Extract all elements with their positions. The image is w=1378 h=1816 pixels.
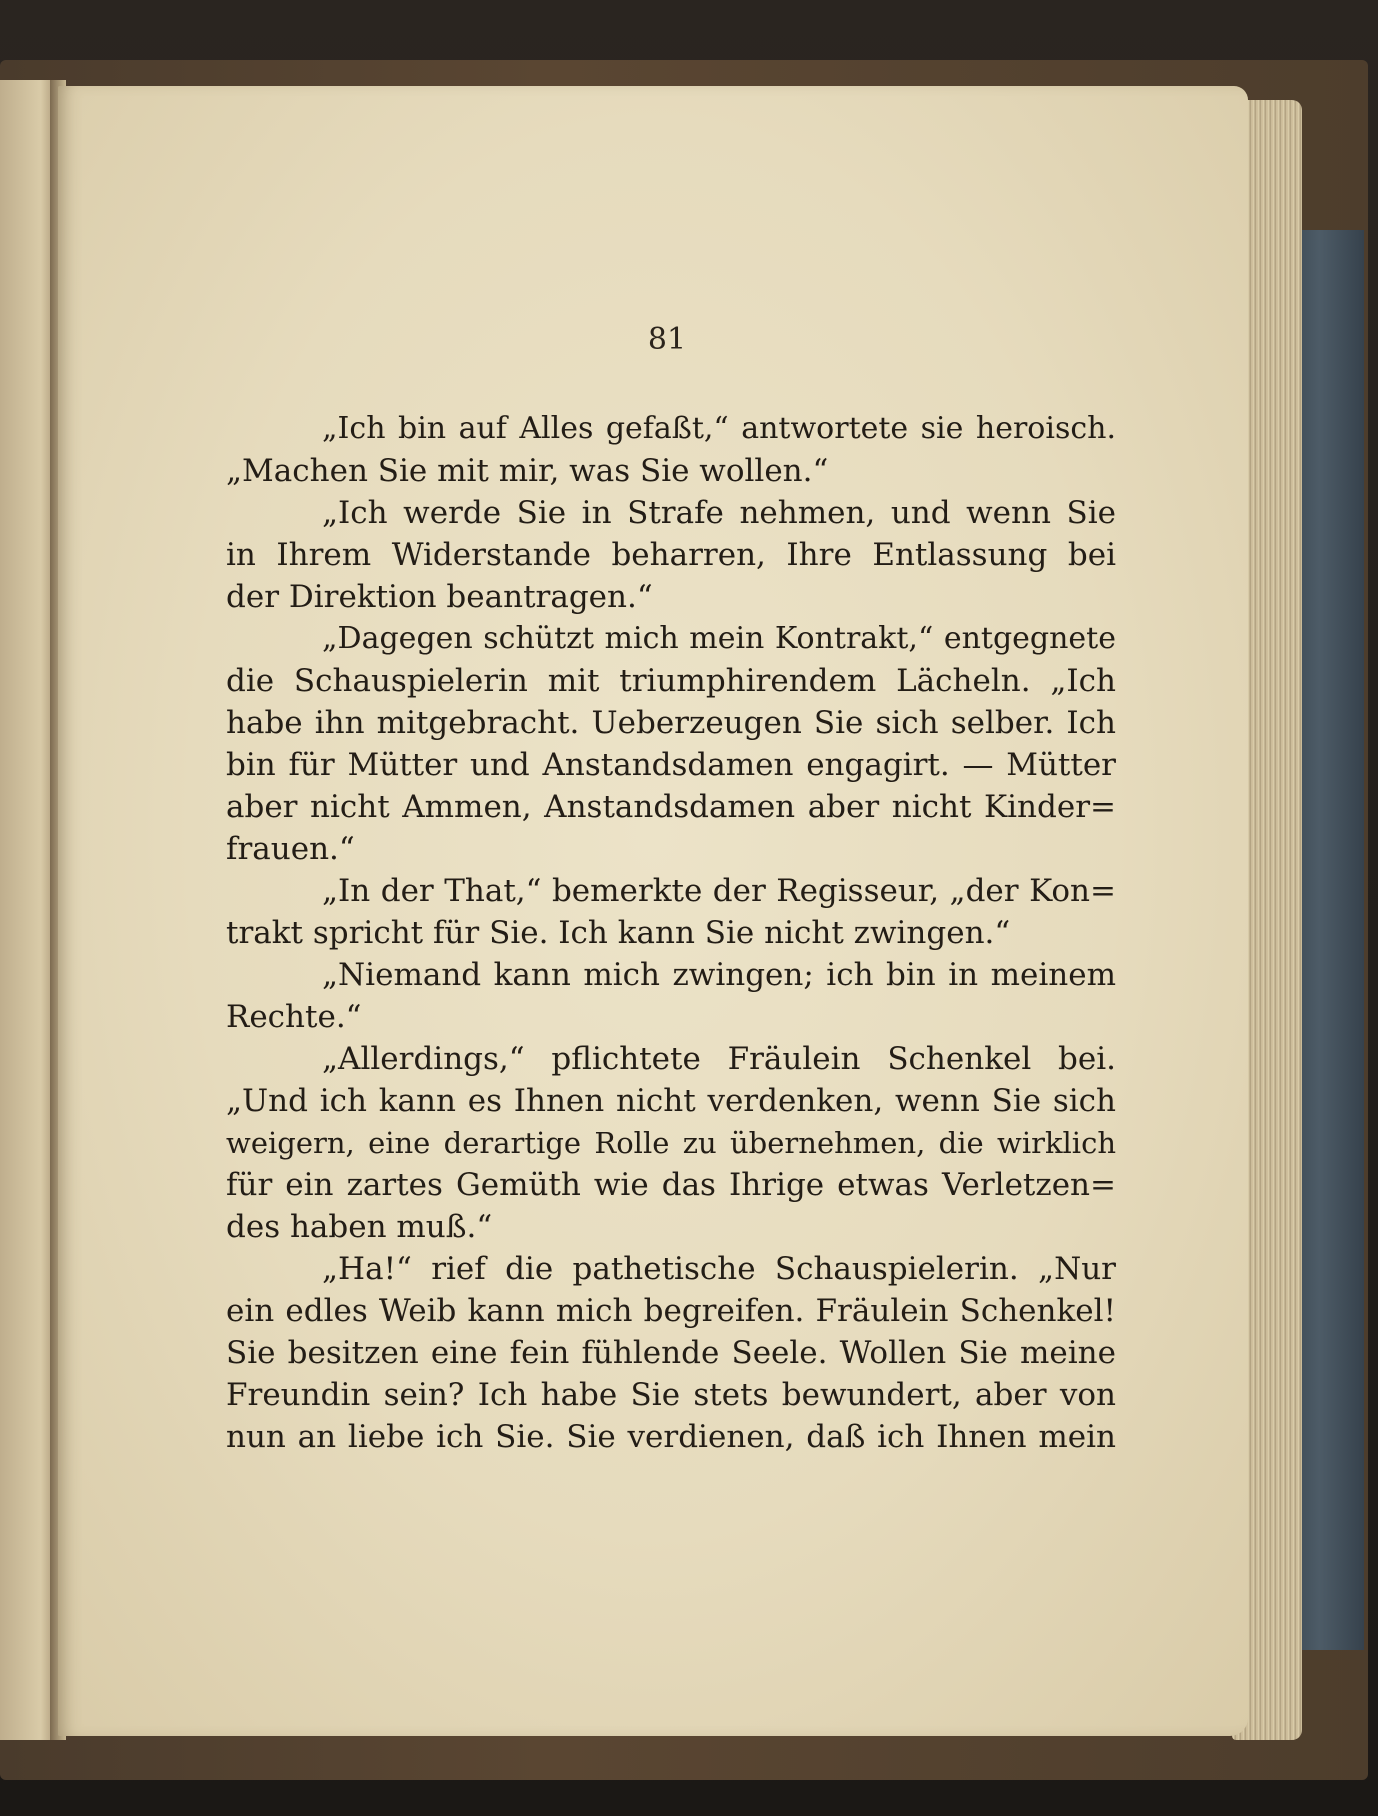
- text-line: Rechte.“: [226, 999, 362, 1035]
- text-line: ein edles Weib kann mich begreifen. Fräulein Schenkel!: [226, 1293, 1116, 1329]
- text-line: für ein zartes Gemüth wie das Ihrige etwas Verletzen=: [226, 1167, 1116, 1203]
- text-line: frauen.“: [226, 831, 355, 867]
- text-line: Sie besitzen eine fein fühlende Seele. Wollen Sie meine: [226, 1335, 1116, 1371]
- book-page: [58, 86, 1248, 1736]
- text-line: „Ich werde Sie in Strafe nehmen, und wenn Sie: [322, 495, 1116, 531]
- text-line: die Schauspielerin mit triumphirendem Lächeln. „Ich: [226, 663, 1116, 699]
- text-line: weigern, eine derartige Rolle zu übernehmen, die wirklich: [226, 1126, 1116, 1160]
- text-line: „Ha!“ rief die pathetische Schauspielerin. „Nur: [322, 1251, 1116, 1287]
- text-line: „In der That,“ bemerkte der Regisseur, „der Kon=: [322, 873, 1116, 909]
- text-line: „Machen Sie mit mir, was Sie wollen.“: [226, 453, 829, 489]
- text-line: „Allerdings,“ pflichtete Fräulein Schenkel bei.: [322, 1041, 1116, 1077]
- text-line: Freundin sein? Ich habe Sie stets bewundert, aber von: [226, 1377, 1116, 1413]
- text-line: „Niemand kann mich zwingen; ich bin in meinem: [322, 957, 1116, 993]
- text-line: des haben muß.“: [226, 1209, 493, 1245]
- text-line: trakt spricht für Sie. Ich kann Sie nicht zwingen.“: [226, 915, 1011, 951]
- text-line: bin für Mütter und Anstandsdamen engagirt. — Mütter: [226, 747, 1116, 783]
- text-line: der Direktion beantragen.“: [226, 579, 653, 615]
- page-text: [226, 408, 1116, 1458]
- text-line: habe ihn mitgebracht. Ueberzeugen Sie sich selber. Ich: [226, 705, 1116, 741]
- text-line: „Dagegen schützt mich mein Kontrakt,“ entgegnete: [322, 621, 1116, 656]
- text-line: „Und ich kann es Ihnen nicht verdenken, wenn Sie sich: [226, 1083, 1116, 1119]
- text-line: „Ich bin auf Alles gefaßt,“ antwortete sie heroisch.: [322, 411, 1116, 446]
- text-line: aber nicht Ammen, Anstandsdamen aber nicht Kinder=: [226, 789, 1116, 825]
- text-line: nun an liebe ich Sie. Sie verdienen, daß ich Ihnen mein: [226, 1419, 1116, 1455]
- text-line: in Ihrem Widerstande beharren, Ihre Entlassung bei: [226, 537, 1116, 573]
- page-number: 81: [647, 322, 687, 357]
